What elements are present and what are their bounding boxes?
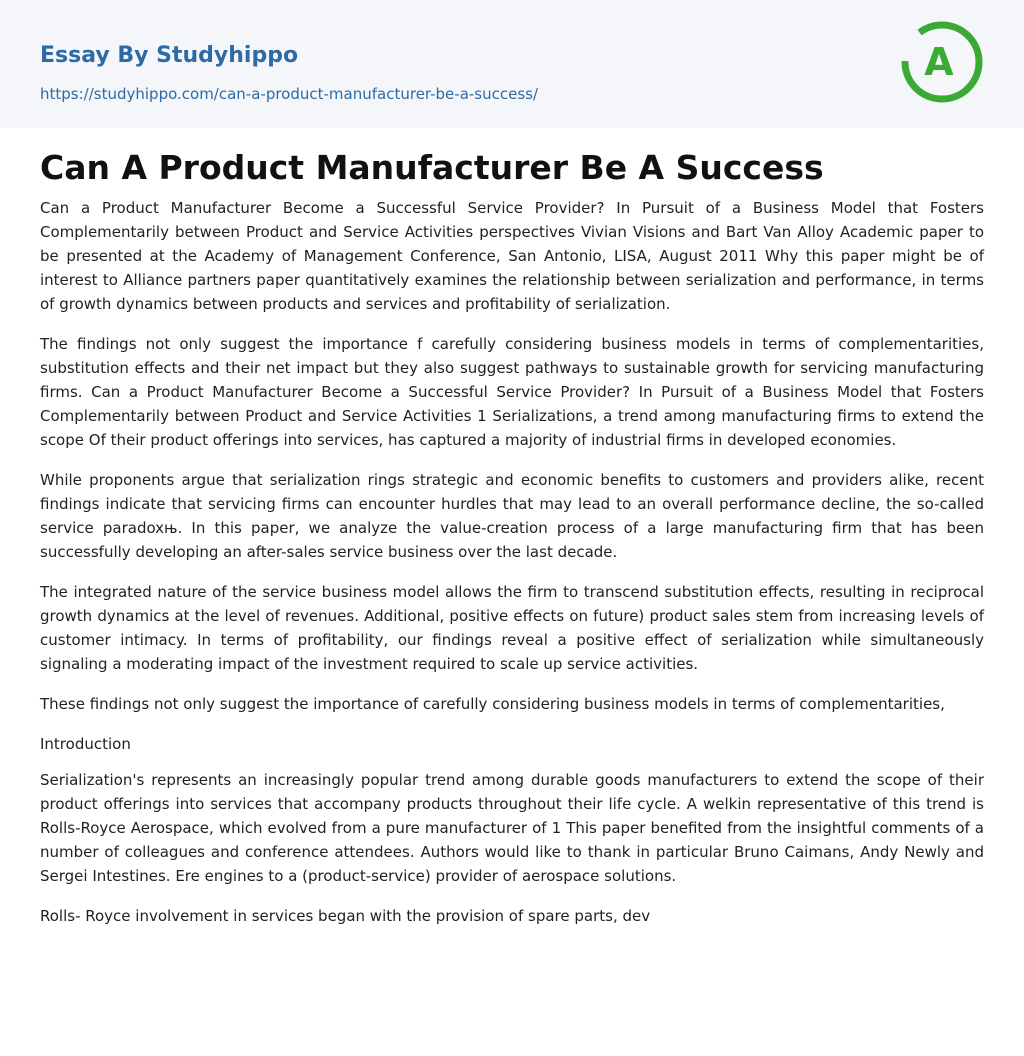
studyhippo-logo-icon[interactable]	[898, 18, 986, 106]
article-content	[0, 148, 1024, 928]
site-title[interactable]: Essay By Studyhippo	[40, 43, 299, 68]
paragraph-4: The integrated nature of the service business model allows the firm to transcend substitution effects, resulting in reciprocal growth dynamics at the level of revenues. Additional, positive effects on future) product sales stem from increasing levels of customer intimacy. In terms of profitability, our findings reveal a positive effect of serialization while simultaneously signaling a moderating impact of the investment required to scale up service activities.	[40, 583, 984, 673]
paragraph-3: While proponents argue that serialization rings strategic and economic benefits to customers and providers alike, recent findings indicate that servicing firms can encounter hurdles that may lead to an overall performance decline, the so-called service paradoxњ. In this paper, we analyze the value-creation process of a large manufacturing firm that has been successfully developing an after-sales service business over the last decade.	[40, 471, 984, 561]
logo-letter: A	[924, 40, 954, 84]
paragraph-5: These findings not only suggest the importance of carefully considering business models in terms of complementarities,	[40, 695, 945, 713]
intro-paragraph-2: Rolls- Royce involvement in services began with the provision of spare parts, dev	[40, 907, 651, 925]
page-title: Can A Product Manufacturer Be A Success	[40, 148, 824, 187]
section-heading-introduction: Introduction	[40, 735, 131, 753]
article-url-link[interactable]: https://studyhippo.com/can-a-product-manufacturer-be-a-success/	[40, 85, 539, 103]
paragraph-2: The findings not only suggest the importance f carefully considering business models in terms of complementarities, substitution effects and their net impact but they also suggest pathways to sustainable growth for servicing manufacturing firms. Can a Product Manufacturer Become a Successful Service Provider? In Pursuit of a Business Model that Fosters Complementarily between Product and Service Activities 1 Serializations, a trend among manufacturing firms to extend the scope Of their product offerings into services, has captured a majority of industrial firms in developed economies.	[40, 335, 984, 449]
site-header	[0, 0, 1024, 128]
intro-paragraph-1: Serialization's represents an increasingly popular trend among durable goods manufacturers to extend the scope of their product offerings into services that accompany products throughout their life cycle. A welkin representative of this trend is Rolls-Royce Aerospace, which evolved from a pure manufacturer of 1 This paper benefited from the insightful comments of a number of colleagues and conference attendees. Authors would like to thank in particular Bruno Caimans, Andy Newly and Sergei Intestines. Ere engines to a (product-service) provider of aerospace solutions.	[40, 771, 984, 885]
paragraph-1: Can a Product Manufacturer Become a Successful Service Provider? In Pursuit of a Business Model that Fosters Complementarily between Product and Service Activities perspectives Vivian Visions and Bart Van Alloy Academic paper to be presented at the Academy of Management Conference, San Antonio, LISA, August 2011 Why this paper might be of interest to Alliance partners paper quantitatively examines the relationship between serialization and performance, in terms of growth dynamics between products and services and profitability of serialization.	[40, 199, 984, 313]
